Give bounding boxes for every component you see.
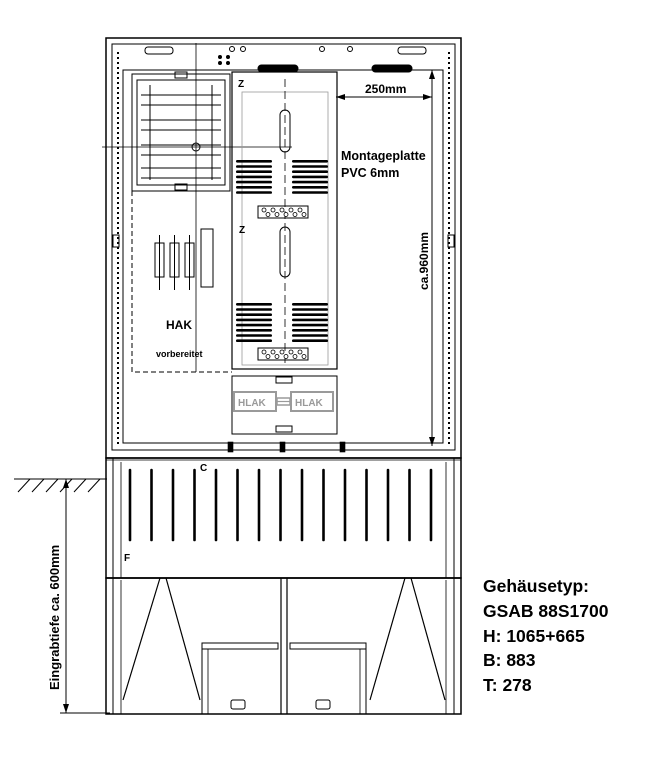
cabinet-base [106, 458, 461, 578]
montageplatte-label: Montageplatte [341, 149, 426, 163]
ground-hatch [14, 479, 107, 492]
width-label: 250mm [365, 82, 407, 96]
vorbereitet-label: vorbereitet [156, 349, 203, 359]
housing-spec [483, 574, 609, 698]
height-label: ca.960mm [417, 231, 431, 290]
ventilation-louvres [236, 160, 328, 342]
z-marker-mid: Z [239, 225, 246, 236]
spec-type-heading: Gehäusetyp: [483, 576, 589, 596]
hak-region [132, 191, 232, 372]
spec-depth: T: 278 [483, 675, 532, 696]
f-marker: F [124, 553, 131, 564]
pvc-label: PVC 6mm [341, 166, 400, 180]
spec-width: B: 883 [483, 650, 536, 671]
spec-height: H: 1065+665 [483, 625, 585, 646]
spec-model: GSAB 88S1700 [483, 600, 609, 621]
depth-dimension [60, 479, 110, 713]
depth-label: Eingrabtiefe ca. 600mm [47, 544, 62, 690]
perforation-left [117, 52, 119, 444]
c-marker: C [200, 463, 208, 474]
perforation-right [448, 52, 450, 444]
hlak-left-label: HLAK [238, 398, 266, 409]
hlak-right-label: HLAK [295, 398, 323, 409]
z-marker-top: Z [238, 79, 245, 90]
cabinet-foot [106, 578, 461, 714]
hak-label: HAK [166, 318, 192, 332]
